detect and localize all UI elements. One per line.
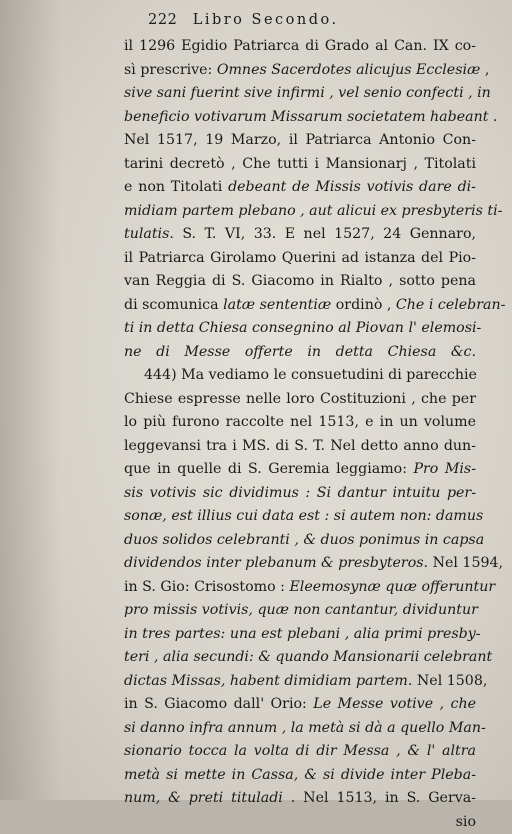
roman-text: . Nel 1594, bbox=[424, 555, 504, 571]
text-line bbox=[124, 176, 476, 200]
text-line bbox=[124, 129, 476, 153]
roman-text: in S. Giacomo dall' Orio: bbox=[124, 696, 313, 712]
text-line bbox=[124, 106, 476, 130]
roman-text: sì prescrive: bbox=[124, 62, 217, 78]
text-line bbox=[124, 764, 476, 788]
text-line bbox=[124, 200, 476, 224]
text-line bbox=[124, 529, 476, 553]
italic-text: ne di Messe offerte in detta Chiesa &c. bbox=[124, 344, 476, 360]
text-line bbox=[124, 646, 476, 670]
roman-text: leggevansi tra i MS. di S. T. Nel detto anno dun- bbox=[124, 438, 476, 454]
text-line bbox=[124, 787, 476, 811]
italic-text: si danno infra annum , la metà si dà a quello Man- bbox=[124, 720, 486, 736]
text-line bbox=[124, 341, 476, 365]
roman-text: van Reggia di S. Giacomo in Rialto , sotto pena bbox=[124, 273, 476, 289]
text-line bbox=[124, 811, 476, 834]
italic-text: dictas Missas, habent dimidiam partem bbox=[124, 673, 408, 689]
roman-text: que in quelle di S. Geremia leggiamo: bbox=[124, 461, 413, 477]
text-line bbox=[124, 623, 476, 647]
italic-text: Eleemosynæ quæ offeruntur bbox=[289, 579, 495, 595]
italic-text: metà si mette in Cassa, & si divide inter Pleba- bbox=[124, 767, 476, 783]
text-line bbox=[124, 223, 476, 247]
roman-text: tarini decretò , Che tutti i Mansionarj , Titolati bbox=[124, 156, 476, 172]
roman-text: . bbox=[488, 109, 497, 125]
body-text bbox=[124, 35, 476, 834]
text-line bbox=[124, 247, 476, 271]
roman-text: , bbox=[480, 62, 489, 78]
text-line bbox=[124, 458, 476, 482]
italic-text: latæ sententiæ bbox=[223, 297, 331, 313]
page-number: 222 bbox=[148, 12, 177, 28]
text-line bbox=[124, 388, 476, 412]
text-line bbox=[124, 435, 476, 459]
running-title: Libro Secondo. bbox=[193, 12, 339, 28]
text-line bbox=[124, 740, 476, 764]
text-line bbox=[124, 153, 476, 177]
running-head bbox=[148, 12, 468, 28]
text-line bbox=[124, 505, 476, 529]
roman-text: il Patriarca Girolamo Querini ad istanza del Pio- bbox=[124, 250, 476, 266]
text-line bbox=[124, 294, 476, 318]
text-line bbox=[124, 693, 476, 717]
text-line bbox=[124, 364, 476, 388]
italic-text: sis votivis sic dividimus : Si dantur intuitu per- bbox=[124, 485, 476, 501]
text-line bbox=[124, 270, 476, 294]
roman-text: in S. Gio: Crisostomo : bbox=[124, 579, 289, 595]
italic-text: dividendos inter plebanum & presbyteros bbox=[124, 555, 424, 571]
italic-text: sive sani fuerint sive infirmi , vel senio confecti , in bbox=[124, 85, 491, 101]
roman-text: sio bbox=[456, 814, 476, 830]
text-line bbox=[124, 482, 476, 506]
roman-text: . Nel 1513, in S. Gerva- bbox=[283, 790, 476, 806]
roman-text: Nel 1517, 19 Marzo, il Patriarca Antonio Con- bbox=[124, 132, 476, 148]
italic-text: Omnes Sacerdotes alicujus Ecclesiæ bbox=[217, 62, 481, 78]
italic-text: pro missis votivis, quæ non cantantur, dividuntur bbox=[124, 602, 478, 618]
text-line bbox=[124, 82, 476, 106]
italic-text: debeant de Missis votivis dare di- bbox=[228, 179, 476, 195]
roman-text: . Nel 1508, bbox=[408, 673, 488, 689]
roman-text: di scomunica bbox=[124, 297, 223, 313]
text-line bbox=[124, 317, 476, 341]
roman-text: Chiese espresse nelle loro Costituzioni , che per bbox=[124, 391, 476, 407]
italic-text: in tres partes: una est plebani , alia primi presby- bbox=[124, 626, 481, 642]
italic-text: Pro Mis- bbox=[413, 461, 476, 477]
italic-text: Le Messe votive , che bbox=[313, 696, 476, 712]
roman-text: lo più furono raccolte nel 1513, e in un volume bbox=[124, 414, 476, 430]
text-line bbox=[124, 717, 476, 741]
text-line bbox=[124, 59, 476, 83]
roman-text: il 1296 Egidio Patriarca di Grado al Can. IX co- bbox=[124, 38, 476, 54]
italic-text: tulatis bbox=[124, 226, 169, 242]
text-line bbox=[124, 576, 476, 600]
italic-text: num, & preti tituladi bbox=[124, 790, 283, 806]
text-line bbox=[124, 411, 476, 435]
italic-text: duos solidos celebranti , & duos ponimus in capsa bbox=[124, 532, 484, 548]
italic-text: sonæ, est illius cui data est : si autem non: damus bbox=[124, 508, 483, 524]
text-line bbox=[124, 552, 476, 576]
roman-text: 444) Ma vediamo le consuetudini di parecchie bbox=[144, 367, 477, 383]
italic-text: sionario tocca la volta di dir Messa , & l' altra bbox=[124, 743, 476, 759]
text-line bbox=[124, 35, 476, 59]
italic-text: Che i celebran- bbox=[396, 297, 505, 313]
roman-text: e non Titolati bbox=[124, 179, 228, 195]
italic-text: ti in detta Chiesa consegnino al Piovan l' elemosi- bbox=[124, 320, 481, 336]
italic-text: beneficio votivarum Missarum societatem habeant bbox=[124, 109, 488, 125]
italic-text: midiam partem plebano , aut alicui ex presbyteris ti- bbox=[124, 203, 502, 219]
roman-text: ordinò , bbox=[331, 297, 396, 313]
text-line bbox=[124, 599, 476, 623]
text-line bbox=[124, 670, 476, 694]
italic-text: teri , alia secundi: & quando Mansionarii celebrant bbox=[124, 649, 492, 665]
roman-text: . S. T. VI, 33. E nel 1527, 24 Gennaro, bbox=[169, 226, 476, 242]
gutter-shadow bbox=[0, 0, 60, 800]
